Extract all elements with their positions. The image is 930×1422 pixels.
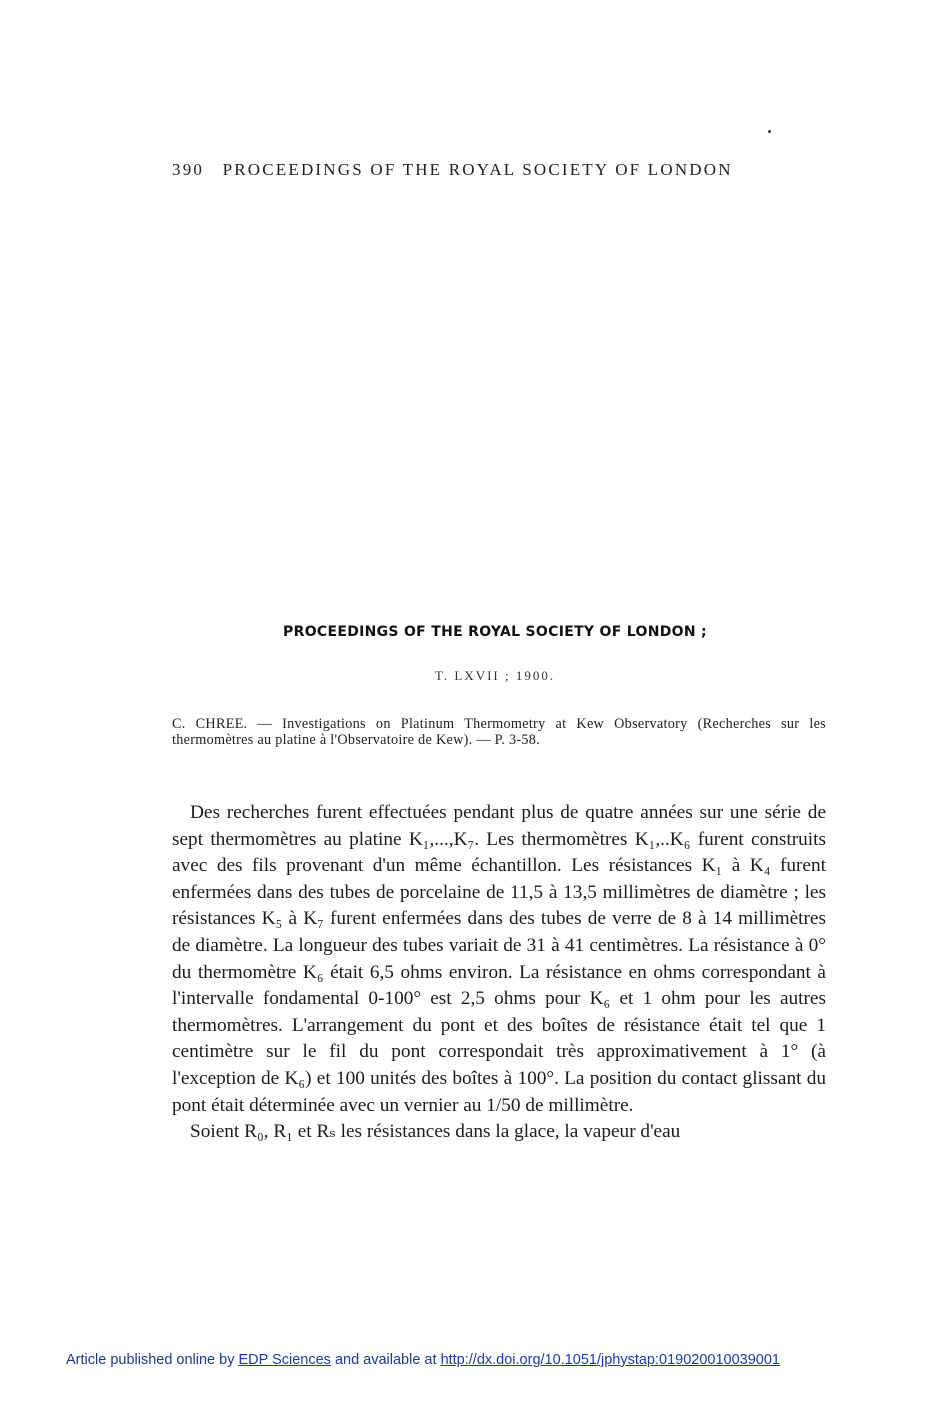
page-number: 390 [172,160,205,179]
paragraph-2: Soient R₀, R₁ et Rₛ les résistances dans la glace, la vapeur d'eau [190,1121,681,1143]
running-header [172,160,733,180]
volume-line: T. LXVII ; 1900. [434,668,556,683]
body-text [172,800,826,1146]
publisher-link[interactable]: EDP Sciences [238,1352,331,1368]
section-title: PROCEEDINGS OF THE ROYAL SOCIETY OF LONDON ; [283,624,707,640]
footer-middle: and available at [330,1352,441,1368]
publication-footer [66,1352,780,1368]
doi-link[interactable]: http://dx.doi.org/10.1051/jphystap:019020010039001 [440,1352,780,1368]
footer-prefix: Article published online by [66,1352,239,1368]
paragraph-1: Des recherches furent effectuées pendant plus de quatre années sur une série de sept thermomètres au platine K₁,...,K₇. Les thermomètres K₁,..K₆ furent construits avec des fils provenant d'un même échantillon. Les résistances K₁ à K₄ furent enfermées dans des tubes de porcelaine de 11,5 à 13,5 millimètres de diamètre ; les résistances K₅ à K₇ furent enfermées dans des tubes de verre de 8 à 14 millimètres de diamètre. La longueur des tubes variait de 31 à 41 centimètres. La résistance à 0° du thermomètre K₆ était 6,5 ohms environ. La résistance en ohms correspondant à l'intervalle fondamental 0-100° est 2,5 ohms pour K₆ et 1 ohm pour les autres thermomètres. L'arrangement du pont et des boîtes de résistance était tel que 1 centimètre sur le fil du pont correspondait très approximativement à 1° (à l'exception de K₆) et 100 unités des boîtes à 100°. La position du contact glissant du pont était déterminée avec un vernier au 1/50 de millimètre. [172,802,826,1116]
stray-dot [768,130,771,133]
running-title: PROCEEDINGS OF THE ROYAL SOCIETY OF LONDON [222,160,733,179]
article-citation: C. CHREE. — Investigations on Platinum Thermometry at Kew Observatory (Recherches sur les thermomètres au platine à l'Observatoire de Kew). — P. 3-58. [172,716,826,748]
